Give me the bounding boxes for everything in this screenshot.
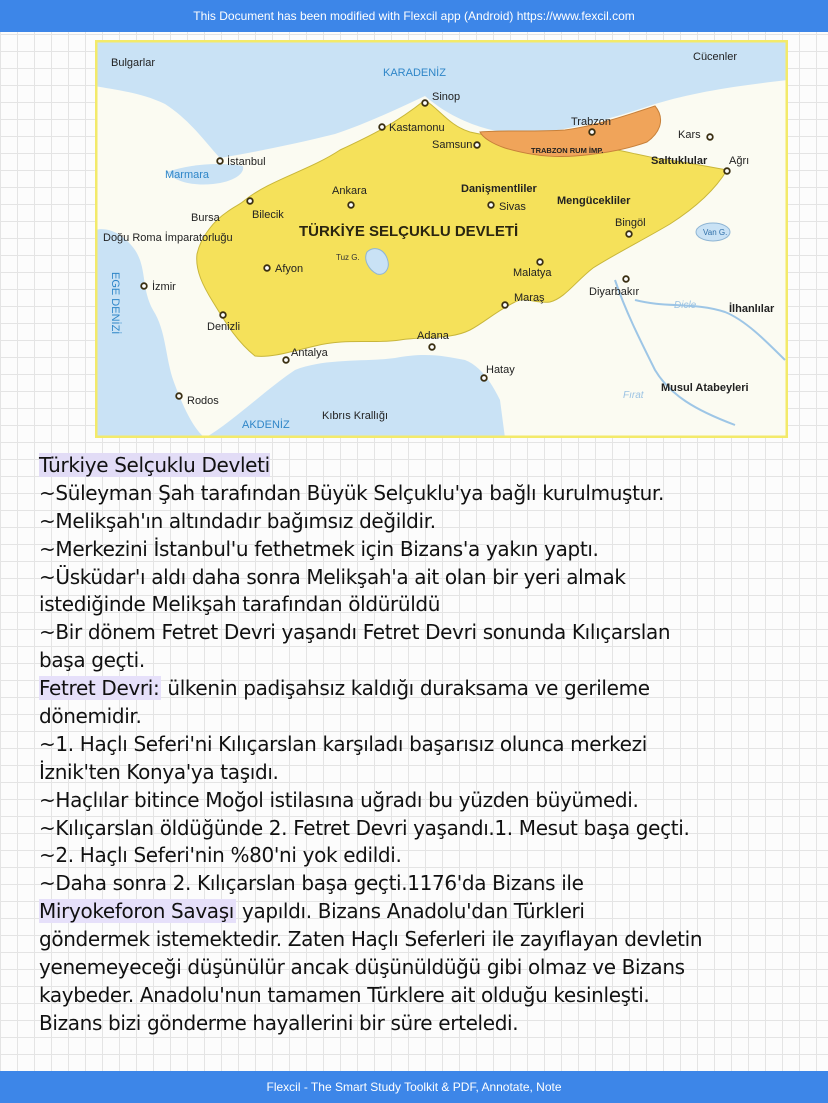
label-adana: Adana bbox=[417, 330, 449, 342]
city-dot-agri bbox=[724, 168, 730, 174]
label-ege: EGE DENİZİ bbox=[109, 272, 121, 335]
note-line: ~Bir dönem Fetret Devri yaşandı Fetret Devri sonunda Kılıçarslan bbox=[39, 620, 671, 645]
label-kars: Kars bbox=[678, 129, 701, 141]
note-line: yenemeyeceği düşünülür ancak düşünüldüğü gibi olmaz ve Bizans bbox=[39, 955, 685, 980]
label-saltuklular: Saltuklular bbox=[651, 155, 708, 167]
notes-heading: Türkiye Selçuklu Devleti bbox=[39, 453, 270, 477]
label-mengucekliler: Mengücekliler bbox=[557, 195, 631, 207]
label-bulgarlar: Bulgarlar bbox=[111, 57, 156, 69]
city-dot-maras bbox=[502, 302, 508, 308]
label-maras: Maraş bbox=[514, 292, 545, 304]
note-line: İznik'ten Konya'ya taşıdı. bbox=[39, 759, 279, 784]
label-bingol: Bingöl bbox=[615, 217, 646, 229]
miryokeforon-term-highlight: Miryokeforon Savaşı bbox=[39, 899, 234, 924]
city-dot-istanbul bbox=[217, 158, 223, 164]
label-malatya: Malatya bbox=[513, 267, 552, 279]
label-van: Van G. bbox=[703, 228, 728, 237]
map-graphic bbox=[95, 40, 788, 438]
city-dot-samsun bbox=[474, 142, 480, 148]
city-dot-kars bbox=[707, 134, 713, 140]
label-sivas: Sivas bbox=[499, 201, 526, 213]
label-agri: Ağrı bbox=[729, 155, 750, 167]
label-state-name: TÜRKİYE SELÇUKLU DEVLETİ bbox=[299, 223, 519, 240]
label-tuz: Tuz G. bbox=[336, 253, 360, 262]
note-line: göndermek istemektedir. Zaten Haçlı Seferleri ile zayıflayan devletin bbox=[39, 927, 703, 952]
label-kastamonu: Kastamonu bbox=[389, 122, 445, 134]
note-line: ~Kılıçarslan öldüğünde 2. Fetret Devri yaşandı.1. Mesut başa geçti. bbox=[39, 815, 690, 840]
city-dot-denizli bbox=[220, 312, 226, 318]
note-line: ~Haçlılar bitince Moğol istilasına uğradı bu yüzden büyümedi. bbox=[39, 787, 639, 812]
city-dot-izmir bbox=[141, 283, 147, 289]
label-trabzon: Trabzon bbox=[571, 116, 611, 128]
city-dot-malatya bbox=[537, 259, 543, 265]
city-dot-bingol bbox=[626, 231, 632, 237]
label-samsun: Samsun bbox=[432, 139, 473, 151]
historical-map bbox=[95, 40, 788, 438]
note-line: başa geçti. bbox=[39, 648, 145, 673]
city-dot-bilecik bbox=[247, 198, 253, 204]
label-hatay: Hatay bbox=[486, 364, 515, 376]
city-dot-kastamonu bbox=[379, 124, 385, 130]
label-marmara: Marmara bbox=[165, 169, 210, 181]
note-line: ~Merkezini İstanbul'u fethetmek için Bizans'a yakın yaptı. bbox=[39, 536, 599, 561]
city-dot-hatay bbox=[481, 375, 487, 381]
note-line: Bizans bizi gönderme hayallerini bir süre erteledi. bbox=[39, 1010, 519, 1035]
label-karadeniz: KARADENİZ bbox=[383, 67, 446, 79]
city-dot-afyon bbox=[264, 265, 270, 271]
note-line: ~Daha sonra 2. Kılıçarslan başa geçti.1176'da Bizans ile bbox=[39, 871, 584, 896]
label-danismentliler: Danişmentliler bbox=[461, 183, 537, 195]
note-line: ~Üsküdar'ı aldı daha sonra Melikşah'a ait olan bir yeri almak bbox=[39, 564, 626, 589]
bottom-banner: Flexcil - The Smart Study Toolkit & PDF, Annotate, Note bbox=[0, 1071, 828, 1103]
label-ankara: Ankara bbox=[332, 185, 367, 197]
label-bursa: Bursa bbox=[191, 212, 220, 224]
label-firat: Fırat bbox=[623, 390, 644, 401]
city-dot-sivas bbox=[488, 202, 494, 208]
top-banner: This Document has been modified with Flexcil app (Android) https://www.fexcil.com bbox=[0, 0, 828, 32]
label-denizli: Denizli bbox=[207, 321, 241, 333]
label-izmir: İzmir bbox=[152, 281, 176, 293]
label-rodos: Rodos bbox=[187, 395, 219, 407]
label-cucenler: Cücenler bbox=[693, 51, 738, 63]
fetret-definition-line: Fetret Devri: ülkenin padişahsız kaldığı duraksama ve gerileme bbox=[39, 676, 650, 701]
miryokeforon-line: Miryokeforon Savaşı yapıldı. Bizans Anadolu'dan Türkleri bbox=[39, 899, 585, 924]
label-akdeniz: AKDENİZ bbox=[242, 419, 290, 431]
label-dogu-roma: Doğu Roma İmparatorluğu bbox=[103, 232, 233, 244]
label-diyarbakir: Diyarbakır bbox=[589, 286, 640, 298]
city-dot-sinop bbox=[422, 100, 428, 106]
label-musul: Musul Atabeyleri bbox=[661, 382, 749, 394]
note-line: kaybeder. Anadolu'nun tamamen Türklere ait olduğu kesinleşti. bbox=[39, 982, 650, 1007]
label-istanbul: İstanbul bbox=[227, 156, 266, 168]
note-line: istediğinde Melikşah tarafından öldürüldü bbox=[39, 592, 441, 617]
label-dicle: Dicle bbox=[674, 300, 697, 311]
city-dot-rodos bbox=[176, 393, 182, 399]
city-dot-antalya bbox=[283, 357, 289, 363]
label-trabzon-rum: TRABZON RUM İMP. bbox=[531, 146, 604, 155]
label-sinop: Sinop bbox=[432, 91, 461, 103]
city-dot-trabzon bbox=[589, 129, 595, 135]
label-afyon: Afyon bbox=[275, 263, 304, 275]
label-antalya: Antalya bbox=[291, 347, 328, 359]
note-line: dönemidir. bbox=[39, 704, 142, 729]
label-bilecik: Bilecik bbox=[252, 209, 284, 221]
note-line: ~2. Haçlı Seferi'nin %80'ni yok edildi. bbox=[39, 843, 402, 868]
note-line: ~Melikşah'ın altındadır bağımsız değildir. bbox=[39, 508, 436, 533]
lecture-notes bbox=[39, 452, 799, 1038]
label-kibris: Kıbrıs Krallığı bbox=[322, 410, 389, 422]
fetret-term-highlight: Fetret Devri: bbox=[39, 676, 160, 701]
city-dot-diyarbakir bbox=[623, 276, 629, 282]
city-dot-adana bbox=[429, 344, 435, 350]
city-dot-ankara bbox=[348, 202, 354, 208]
label-ilhanlilar: İlhanlılar bbox=[729, 303, 775, 315]
note-line: ~Süleyman Şah tarafından Büyük Selçuklu'ya bağlı kurulmuştur. bbox=[39, 480, 664, 505]
note-line: ~1. Haçlı Seferi'ni Kılıçarslan karşıladı başarısız olunca merkezi bbox=[39, 731, 647, 756]
